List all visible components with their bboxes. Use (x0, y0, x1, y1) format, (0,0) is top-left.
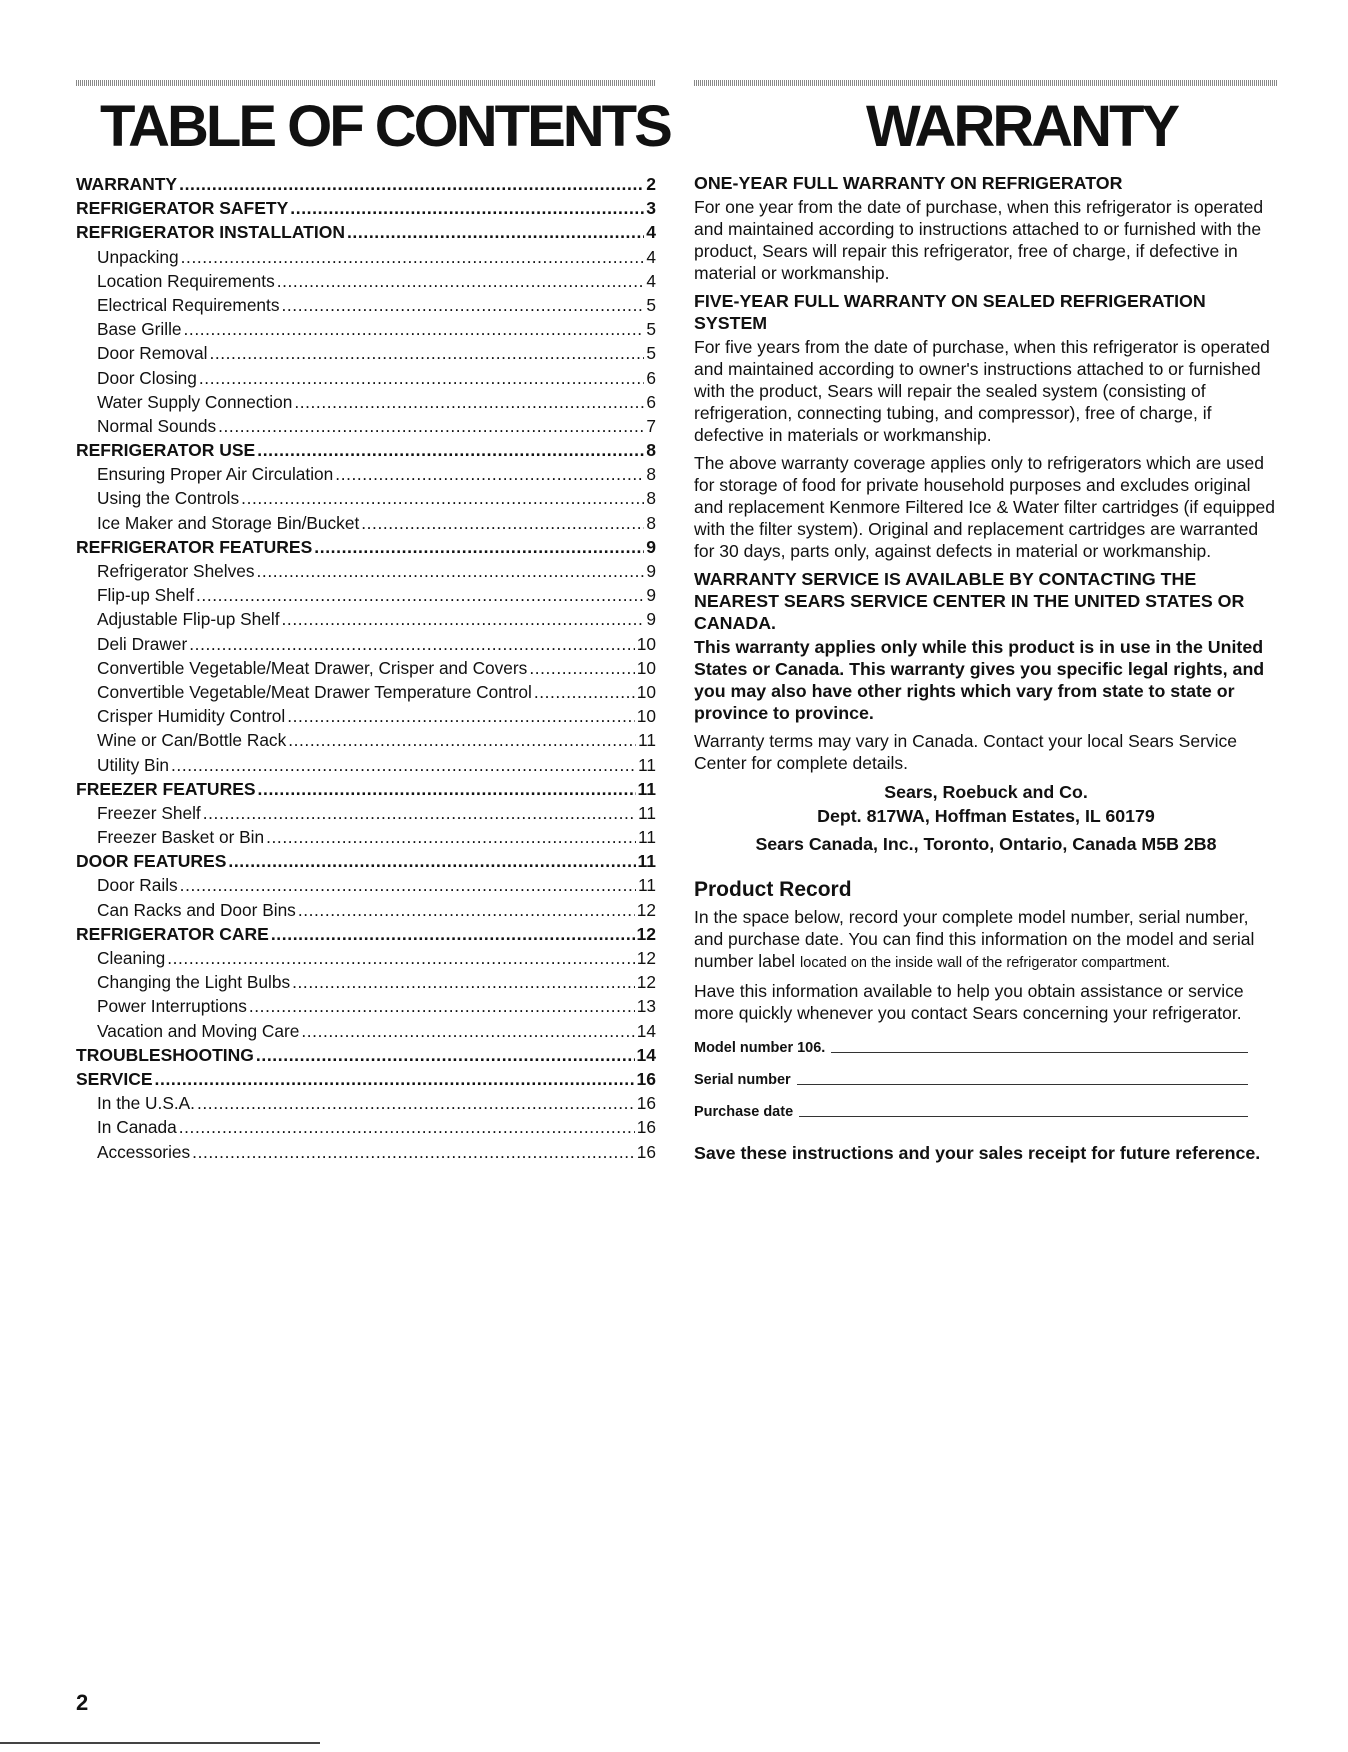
toc-leader-dots (167, 946, 635, 970)
purchase-date-label: Purchase date (694, 1104, 794, 1120)
toc-entry-label: Freezer Basket or Bin (97, 827, 265, 848)
toc-entry-page: 16 (636, 1117, 656, 1138)
toc-leader-dots (271, 922, 635, 946)
toc-leader-dots (189, 632, 635, 656)
toc-entry-page: 2 (646, 174, 656, 194)
toc-subsection-entry (76, 1091, 656, 1115)
toc-subsection-entry (76, 898, 656, 922)
toc-entry-page: 4 (646, 222, 656, 243)
bottom-rule (0, 1742, 320, 1744)
top-rule-left (76, 80, 656, 86)
toc-entry-label: REFRIGERATOR SAFETY (76, 198, 289, 219)
toc-entry-label: Ensuring Proper Air Circulation (97, 464, 334, 485)
toc-entry-page: 4 (646, 270, 656, 291)
toc-entry-label: Base Grille (97, 319, 182, 340)
toc-leader-dots (361, 511, 644, 535)
toc-entry-page: 9 (646, 536, 656, 557)
toc-entry-label: REFRIGERATOR CARE (76, 923, 269, 944)
toc-subsection-entry (76, 873, 656, 897)
toc-entry-label: Wine or Can/Bottle Rack (97, 730, 287, 751)
toc-entry-page: 12 (636, 923, 656, 944)
toc-leader-dots (179, 1115, 635, 1139)
toc-section-entry (76, 1043, 656, 1067)
toc-entry-page: 11 (638, 730, 656, 751)
toc-leader-dots (155, 1067, 635, 1091)
toc-leader-dots (196, 583, 644, 607)
toc-leader-dots (301, 1019, 634, 1043)
toc-subsection-entry (76, 801, 656, 825)
toc-subsection-entry (76, 486, 656, 510)
address-line-1: Sears, Roebuck and Co. (884, 782, 1088, 802)
toc-entry-label: SERVICE (76, 1068, 153, 1089)
toc-leader-dots (241, 486, 644, 510)
toc-entry-page: 6 (646, 367, 656, 388)
toc-entry-label: DOOR FEATURES (76, 851, 227, 872)
canada-terms-text: Warranty terms may vary in Canada. Contact your local Sears Service Center for complete details. (694, 731, 1238, 773)
toc-entry-page: 11 (638, 875, 656, 896)
toc-entry-label: Normal Sounds (97, 415, 217, 436)
warranty-column (694, 172, 1278, 1164)
toc-leader-dots (266, 825, 636, 849)
toc-leader-dots (347, 220, 644, 244)
toc-section-entry (76, 777, 656, 801)
toc-entry-label: Vacation and Moving Care (97, 1020, 300, 1041)
toc-entry-page: 11 (637, 778, 656, 799)
toc-leader-dots (171, 753, 636, 777)
toc-section-entry (76, 535, 656, 559)
toc-entry-label: WARRANTY (76, 174, 178, 194)
toc-entry-label: In Canada (97, 1117, 177, 1138)
serial-number-label: Serial number (694, 1072, 791, 1088)
toc-entry-label: Ice Maker and Storage Bin/Bucket (97, 512, 360, 533)
toc-entry-label: REFRIGERATOR USE (76, 440, 256, 461)
serial-number-line (797, 1084, 1248, 1085)
toc-entry-label: Crisper Humidity Control (97, 706, 286, 727)
toc-entry-page: 5 (646, 319, 656, 340)
toc-entry-label: REFRIGERATOR FEATURES (76, 536, 313, 557)
toc-leader-dots (282, 607, 645, 631)
toc-entry-page: 16 (636, 1093, 656, 1114)
toc-subsection-entry (76, 269, 656, 293)
toc-entry-label: Convertible Vegetable/Meat Drawer, Crisper and Covers (97, 657, 528, 678)
toc-entry-page: 13 (636, 996, 656, 1017)
toc-leader-dots (249, 994, 635, 1018)
address-line-2: Dept. 817WA, Hoffman Estates, IL 60179 (817, 806, 1155, 826)
toc-subsection-entry (76, 245, 656, 269)
toc-entry-label: REFRIGERATOR INSTALLATION (76, 222, 345, 243)
toc-leader-dots (258, 777, 636, 801)
toc-subsection-entry (76, 390, 656, 414)
toc-leader-dots (314, 535, 644, 559)
page-number: 2 (76, 1690, 89, 1715)
toc-entry-label: Door Removal (97, 343, 208, 364)
toc-section-entry (76, 196, 656, 220)
toc-leader-dots (199, 366, 644, 390)
toc-entry-label: Door Closing (97, 367, 197, 388)
one-year-warranty-text: For one year from the date of purchase, when this refrigerator is operated and maintained according to instructions attached to or furnished with the product, Sears will repair this refrigerator, free of charge, if defective in material or workmanship. (694, 197, 1264, 283)
toc-subsection-entry (76, 753, 656, 777)
toc-subsection-entry (76, 317, 656, 341)
product-record-text-1 (694, 906, 1278, 974)
toc-entry-page: 14 (636, 1020, 656, 1041)
toc-subsection-entry (76, 680, 656, 704)
model-number-line (831, 1052, 1248, 1053)
toc-leader-dots (287, 704, 635, 728)
toc-entry-page: 11 (638, 827, 656, 848)
toc-entry-page: 6 (646, 391, 656, 412)
toc-leader-dots (184, 317, 645, 341)
toc-leader-dots (298, 898, 635, 922)
toc-entry-page: 12 (636, 972, 656, 993)
toc-leader-dots (218, 414, 644, 438)
toc-subsection-entry (76, 946, 656, 970)
toc-entry-page: 8 (646, 488, 656, 509)
toc-entry-label: Refrigerator Shelves (97, 561, 255, 581)
toc-subsection-entry (76, 970, 656, 994)
toc-subsection-entry (76, 462, 656, 486)
toc-entry-page: 3 (646, 198, 656, 219)
toc-subsection-entry (76, 341, 656, 365)
toc-leader-dots (277, 269, 645, 293)
coverage-text: The above warranty coverage applies only to refrigerators which are used for storage of food for private household purposes and excludes original and replacement Kenmore Filtered Ice & Water filter cartridges (if equipped with the filter system). Original and replacement cartridges are warranted for 30 days, parts only, against defects in material or workmanship. (694, 453, 1276, 561)
toc-entry-label: Cleaning (97, 948, 166, 968)
toc-leader-dots (181, 245, 645, 269)
toc-entry-page: 10 (636, 681, 656, 702)
toc-entry-page: 7 (646, 415, 656, 436)
toc-leader-dots (256, 1043, 635, 1067)
toc-section-entry (76, 438, 656, 462)
toc-leader-dots (534, 680, 635, 704)
toc-leader-dots (257, 438, 644, 462)
toc-entry-page: 8 (646, 512, 656, 533)
toc-entry-label: Accessories (97, 1141, 191, 1162)
toc-leader-dots (335, 462, 644, 486)
toc-subsection-entry (76, 704, 656, 728)
toc-subsection-entry (76, 1019, 656, 1043)
toc-entry-label: Can Racks and Door Bins (97, 899, 296, 920)
toc-leader-dots (180, 873, 636, 897)
toc-entry-page: 11 (637, 851, 656, 872)
toc-entry-label: Flip-up Shelf (97, 585, 195, 606)
toc-entry-page: 12 (636, 899, 656, 920)
toc-subsection-entry (76, 366, 656, 390)
toc-entry-page: 16 (636, 1141, 656, 1162)
toc-entry-label: Electrical Requirements (97, 294, 280, 315)
toc-section-entry (76, 172, 656, 196)
toc-entry-label: Adjustable Flip-up Shelf (97, 609, 280, 630)
toc-entry-page: 9 (646, 585, 656, 606)
toc-subsection-entry (76, 656, 656, 680)
toc-subsection-entry (76, 1115, 656, 1139)
save-instructions-note: Save these instructions and your sales receipt for future reference. (694, 1143, 1261, 1163)
toc-subsection-entry (76, 583, 656, 607)
toc-subsection-entry (76, 293, 656, 317)
toc-subsection-entry (76, 511, 656, 535)
toc-entry-page: 11 (638, 802, 656, 823)
toc-subsection-entry (76, 607, 656, 631)
toc-entry-label: Convertible Vegetable/Meat Drawer Temperature Control (97, 681, 532, 702)
toc-leader-dots (179, 172, 644, 196)
toc-leader-dots (257, 559, 645, 583)
toc-entry-page: 12 (636, 948, 656, 968)
toc-heading: TABLE OF CONTENTS (100, 94, 670, 159)
toc-entry-page: 4 (646, 246, 656, 267)
toc-entry-page: 14 (636, 1044, 656, 1065)
top-rule-right (694, 80, 1278, 86)
toc-leader-dots (529, 656, 634, 680)
toc-entry-page: 9 (646, 561, 656, 581)
toc-entry-page: 9 (646, 609, 656, 630)
toc-entry-page: 5 (646, 343, 656, 364)
five-year-warranty-title: FIVE-YEAR FULL WARRANTY ON SEALED REFRIGERATION SYSTEM (694, 291, 1206, 333)
toc-leader-dots (192, 1140, 635, 1164)
toc-entry-label: Using the Controls (97, 488, 240, 509)
purchase-date-line (799, 1116, 1248, 1117)
one-year-warranty-title: ONE-YEAR FULL WARRANTY ON REFRIGERATOR (694, 173, 1123, 193)
toc-entry-label: TROUBLESHOOTING (76, 1044, 254, 1065)
toc-subsection-entry (76, 414, 656, 438)
toc-leader-dots (281, 293, 644, 317)
toc-subsection-entry (76, 994, 656, 1018)
address-line-3: Sears Canada, Inc., Toronto, Ontario, Canada M5B 2B8 (755, 834, 1217, 854)
product-record-text-2: Have this information available to help you obtain assistance or service more quickly whenever you contact Sears concerning your refrigerator. (694, 981, 1244, 1023)
product-record-text-1a: In the space below, record your complete model number, serial number, and purchase date. You can find this information on the model and serial number label (694, 907, 1255, 971)
toc-entry-label: Changing the Light Bulbs (97, 972, 291, 993)
serial-number-field[interactable] (694, 1064, 1278, 1088)
toc-entry-page: 10 (636, 657, 656, 678)
toc-entry-label: FREEZER FEATURES (76, 778, 256, 799)
toc-entry-label: Power Interruptions (97, 996, 247, 1017)
model-number-label: Model number 106. (694, 1040, 826, 1056)
purchase-date-field[interactable] (694, 1096, 1278, 1120)
toc-entry-label: Door Rails (97, 875, 178, 896)
toc-entry-label: Unpacking (97, 246, 179, 267)
toc-entry-page: 16 (636, 1068, 656, 1089)
toc-leader-dots (197, 1091, 635, 1115)
toc-section-entry (76, 1067, 656, 1091)
toc-entry-page: 8 (646, 464, 656, 485)
toc-section-entry (76, 849, 656, 873)
toc-leader-dots (228, 849, 635, 873)
toc-entry-label: Deli Drawer (97, 633, 188, 654)
toc-subsection-entry (76, 1140, 656, 1164)
toc-subsection-entry (76, 728, 656, 752)
toc-leader-dots (294, 390, 644, 414)
legal-rights-text: This warranty applies only while this product is in use in the United States or Canada. This warranty gives you specific legal rights, and you may also have other rights which vary from state to state or province to province. (694, 637, 1265, 723)
toc-leader-dots (288, 728, 636, 752)
toc-leader-dots (209, 341, 644, 365)
warranty-heading: WARRANTY (866, 94, 1178, 159)
toc-entry-label: In the U.S.A. (97, 1093, 195, 1114)
product-record-text-1b: located on the inside wall of the refrigerator compartment. (800, 955, 1170, 971)
toc-entry-page: 5 (646, 294, 656, 315)
toc-leader-dots (203, 801, 636, 825)
toc-entry-label: Utility Bin (97, 754, 170, 775)
toc-list (76, 172, 656, 1164)
toc-section-entry (76, 922, 656, 946)
toc-entry-page: 11 (638, 754, 656, 775)
toc-section-entry (76, 220, 656, 244)
five-year-warranty-text: For five years from the date of purchase, when this refrigerator is operated and maintained according to owner's instructions attached to or furnished with the product, Sears will repair the sealed system (consisting of refrigeration, connecting tubing, and compressor), free of charge, if defective in materials or workmanship. (694, 337, 1270, 445)
toc-entry-label: Freezer Shelf (97, 802, 201, 823)
toc-entry-page: 8 (646, 440, 656, 461)
warranty-service-title: WARRANTY SERVICE IS AVAILABLE BY CONTACTING THE NEAREST SEARS SERVICE CENTER IN THE UNITED STATES OR CANADA. (694, 569, 1245, 633)
toc-subsection-entry (76, 559, 656, 583)
product-record-title: Product Record (694, 878, 852, 901)
toc-leader-dots (292, 970, 635, 994)
toc-leader-dots (290, 196, 644, 220)
toc-entry-page: 10 (636, 633, 656, 654)
toc-subsection-entry (76, 632, 656, 656)
toc-entry-label: Location Requirements (97, 270, 275, 291)
toc-subsection-entry (76, 825, 656, 849)
model-number-field[interactable] (694, 1032, 1278, 1056)
toc-entry-label: Water Supply Connection (97, 391, 293, 412)
toc-entry-page: 10 (636, 706, 656, 727)
